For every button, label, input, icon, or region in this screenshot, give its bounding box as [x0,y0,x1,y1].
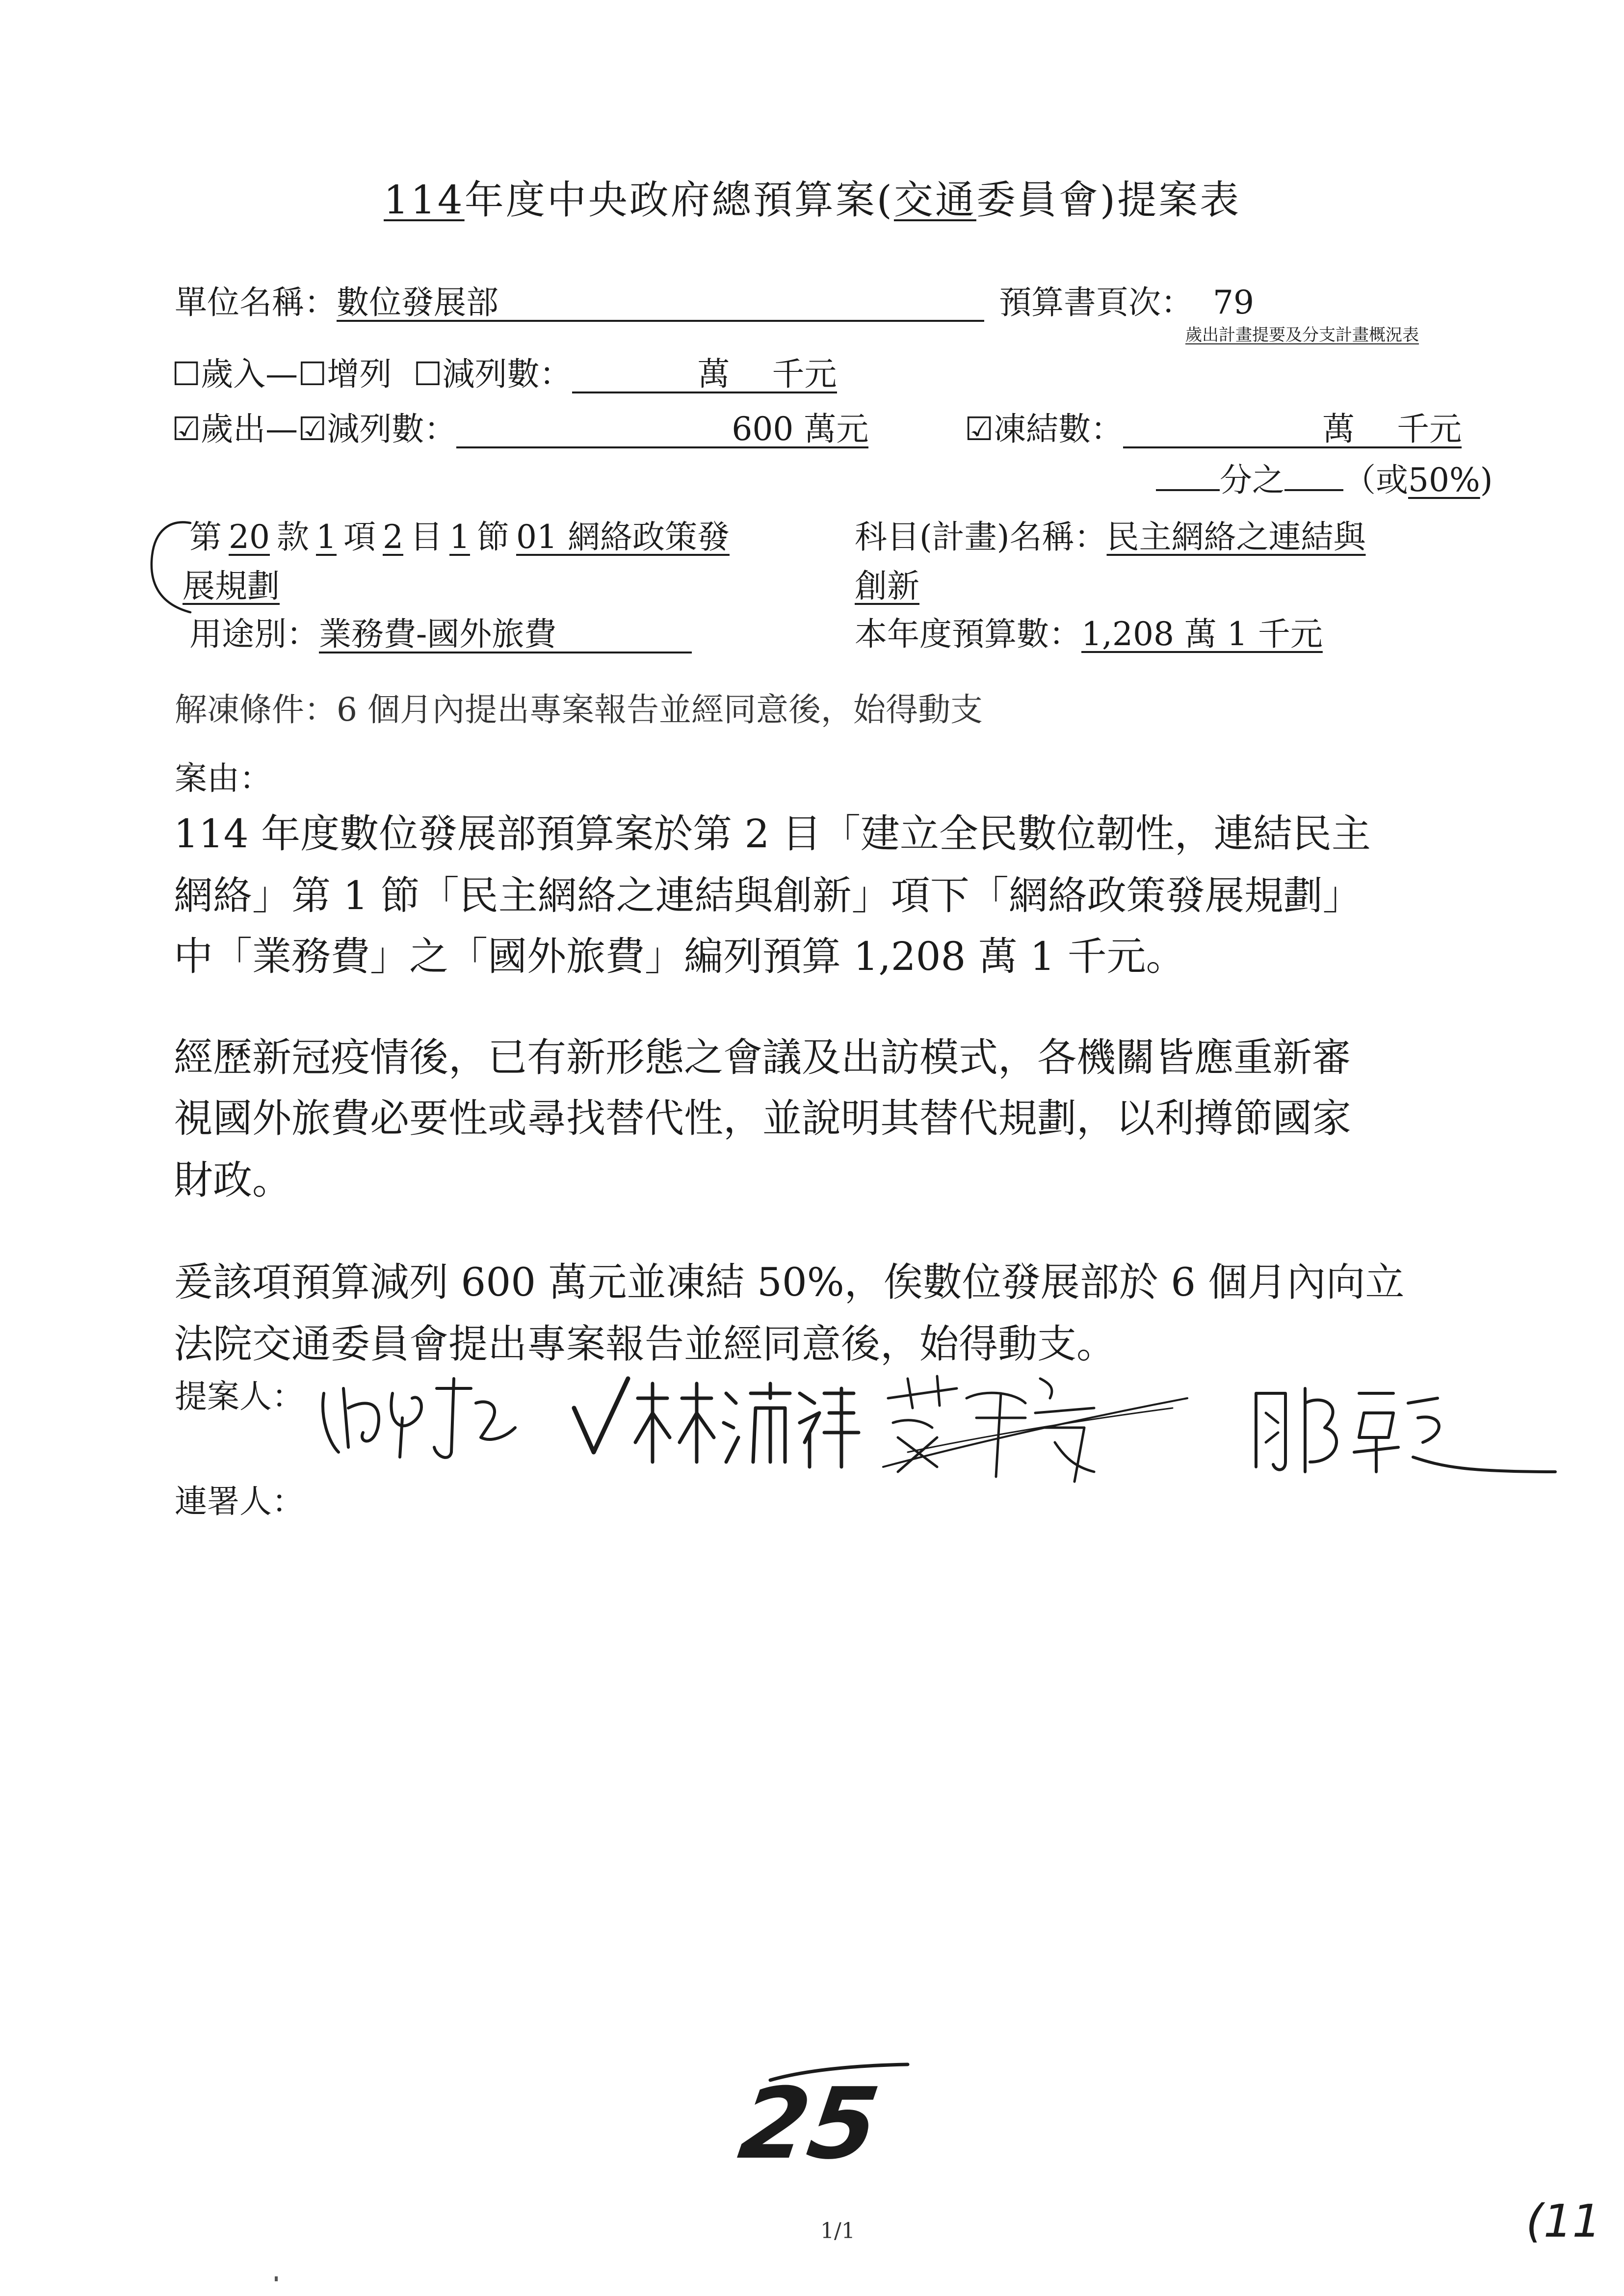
freeze-amount-field: 萬 千元 [1123,413,1462,448]
increase-checkbox[interactable]: ☐ [298,355,327,393]
page-ref-value: 79 [1213,284,1254,321]
expenditure-row: ☑歲出—☑減列數： 600 萬元 [172,410,869,448]
signature-3 [878,1369,1192,1496]
expenditure-amount: 600 萬元 [456,413,868,448]
fraction-percent: 50% [1408,461,1480,499]
unfreeze-label: 解凍條件： [175,691,337,729]
scan-speck [275,2276,278,2281]
subject-value-line2: 創新 [855,567,919,605]
page-number-stroke [765,2061,913,2090]
signature-4 [1246,1374,1560,1482]
expenditure-decrease-checkbox[interactable]: ☑ [298,410,327,448]
page-ref [999,284,1254,321]
reason-p1-line2: 網絡」第 1 節「民主網絡之連結與創新」項下「網絡政策發展規劃」 [174,873,1362,918]
page-footer: 1/1 [820,2218,855,2244]
reason-label: 案由： [175,759,272,797]
proposer-label: 提案人： [175,1378,304,1415]
title-year: 114 [384,177,465,223]
subject-row [855,518,1366,556]
corner-mark: (11 [1526,2195,1601,2247]
fraction-row: 分之 （或50%) [1156,464,1493,496]
usage-value: 業務費-國外旅費 [319,618,692,653]
title-committee: 交通 [893,177,976,223]
budget-label: 本年度預算數： [855,615,1081,653]
page-ref-note: 歲出計畫提要及分支計畫概況表 [1185,325,1419,345]
unit-value: 數位發展部 [337,287,984,322]
revenue-amount-field: 萬 千元 [572,358,837,393]
revenue-checkbox[interactable]: ☐ [172,355,201,393]
handwritten-page-number: 25 [733,2067,886,2181]
usage-row [189,615,692,653]
reason-p1-line1: 114 年度數位發展部預算案於第 2 目「建立全民數位韌性，連結民主 [174,811,1371,857]
signature-1 [314,1374,530,1467]
subject-value: 民主網絡之連結與 [1106,518,1366,556]
freeze-row: ☑凍結數： 萬 千元 [965,410,1462,448]
decrease-checkbox[interactable]: ☐ [413,355,443,393]
unfreeze-row [175,691,983,729]
signature-2 [564,1369,868,1477]
item-code-line1: 第 20 款 1 項 2 目 1 節 01 網絡政策發 [189,518,730,556]
reason-p1-line3: 中「業務費」之「國外旅費」編列預算 1,208 萬 1 千元。 [174,934,1185,979]
reason-p2-line2: 視國外旅費必要性或尋找替代性，並說明其替代規劃，以利撙節國家 [174,1096,1351,1141]
reason-p2-line3: 財政。 [174,1157,291,1203]
unfreeze-value: 6 個月內提出專案報告並經同意後，始得動支 [337,691,983,729]
revenue-row: ☐歲入—☐增列 ☐減列數： 萬 千元 [172,355,837,393]
unit-row [175,284,984,322]
unit-label: 單位名稱： [175,284,337,321]
freeze-checkbox[interactable]: ☑ [965,410,994,448]
subject-label: 科目(計畫)名稱： [855,518,1107,556]
item-code-line2: 展規劃 [183,567,280,605]
reason-p2-line1: 經歷新冠疫情後，已有新形態之會議及出訪模式，各機關皆應重新審 [174,1035,1351,1080]
usage-label: 用途別： [189,615,319,653]
reason-p3-line1: 爰該項預算減列 600 萬元並凍結 50%，俟數位發展部於 6 個月內向立 [174,1259,1405,1305]
page-title: 114年度中央政府總預算案(交通委員會)提案表 [384,177,1241,223]
cosigner-label: 連署人： [175,1483,304,1520]
page-ref-label: 預算書頁次： [999,284,1193,321]
budget-row [855,615,1323,653]
reason-p3-line2: 法院交通委員會提出專案報告並經同意後，始得動支。 [174,1321,1116,1367]
expenditure-checkbox[interactable]: ☑ [172,410,201,448]
budget-value: 1,208 萬 1 千元 [1081,615,1323,653]
